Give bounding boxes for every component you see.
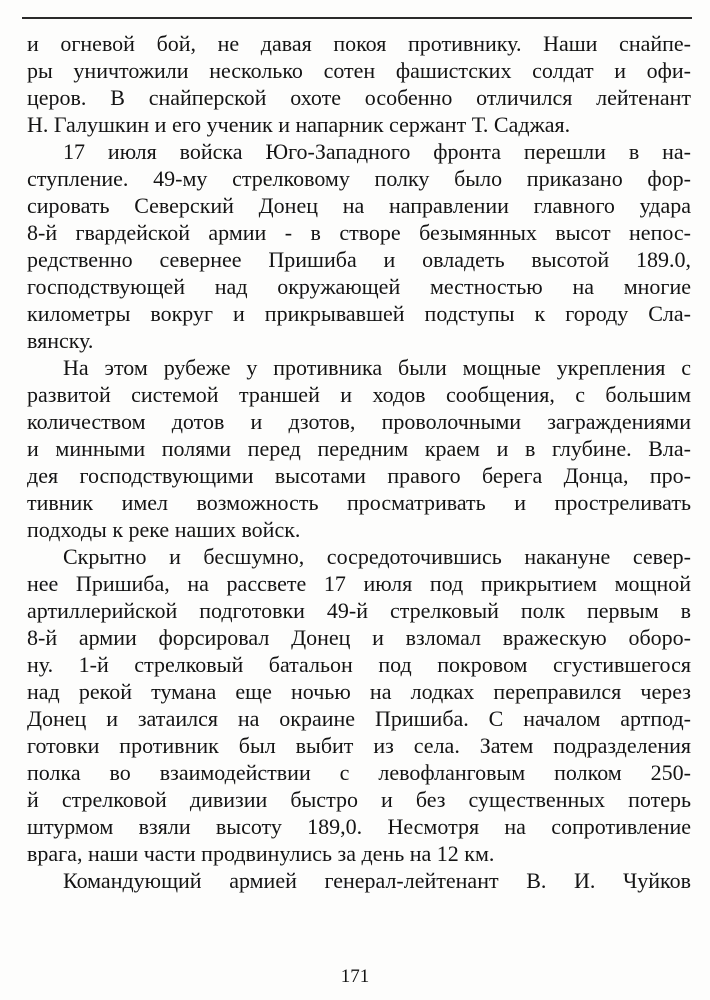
- top-rule: [22, 17, 692, 19]
- text-line: 8-й армии форсировал Донец и взломал вражескую оборо-: [27, 625, 691, 650]
- text-line: дея господствующими высотами правого берега Донца, про-: [27, 463, 691, 488]
- text-line: врага, наши части продвинулись за день на 12 км.: [27, 841, 495, 866]
- text-line: ступление. 49-му стрелковому полку было приказано фор-: [27, 166, 691, 191]
- text-line: ры уничтожили несколько сотен фашистских солдат и офи-: [27, 58, 691, 83]
- text-line: развитой системой траншей и ходов сообщения, с большим: [27, 382, 691, 407]
- text-line: редственно севернее Пришиба и овладеть высотой 189.0,: [27, 247, 691, 272]
- text-line: Н. Галушкин и его ученик и напарник сержант Т. Саджая.: [27, 112, 571, 137]
- text-line: На этом рубеже у противника были мощные укрепления с: [63, 355, 691, 380]
- text-line: Скрытно и бесшумно, сосредоточившись накануне север-: [63, 544, 691, 569]
- text-line: вянску.: [27, 328, 94, 353]
- body-text: [27, 30, 691, 894]
- page-number: 171: [340, 966, 370, 987]
- text-line: 8-й гвардейской армии - в створе безымянных высот непос-: [27, 220, 691, 245]
- text-line: Командующий армией генерал-лейтенант В. И. Чуйков: [63, 868, 691, 893]
- text-line: подходы к реке наших войск.: [27, 517, 301, 542]
- text-line: километры вокруг и прикрывавшей подступы к городу Сла-: [27, 301, 691, 326]
- text-line: и минными полями перед передним краем и в глубине. Вла-: [27, 436, 691, 461]
- text-line: ну. 1-й стрелковый батальон под покровом сгустившегося: [27, 652, 691, 677]
- text-line: господствующей над окружающей местностью на многие: [27, 274, 691, 299]
- text-line: 17 июля войска Юго-Западного фронта перешли в на-: [63, 139, 691, 164]
- text-line: й стрелковой дивизии быстро и без существенных потерь: [27, 787, 691, 812]
- text-line: церов. В снайперской охоте особенно отличился лейтенант: [27, 85, 691, 110]
- text-line: и огневой бой, не давая покоя противнику. Наши снайпе-: [27, 31, 691, 56]
- text-line: артиллерийской подготовки 49-й стрелковый полк первым в: [27, 598, 691, 623]
- text-line: количеством дотов и дзотов, проволочными заграждениями: [27, 409, 691, 434]
- text-line: нее Пришиба, на рассвете 17 июля под прикрытием мощной: [27, 571, 691, 596]
- text-line: тивник имел возможность просматривать и простреливать: [27, 490, 691, 515]
- text-line: штурмом взяли высоту 189,0. Несмотря на сопротивление: [27, 814, 691, 839]
- text-line: полка во взаимодействии с левофланговым полком 250-: [27, 760, 691, 785]
- text-line: Донец и затаился на окраине Пришиба. С началом артпод-: [27, 706, 691, 731]
- text-line: сировать Северский Донец на направлении главного удара: [27, 193, 691, 218]
- text-line: над рекой тумана еще ночью на лодках переправился через: [27, 679, 691, 704]
- text-line: готовки противник был выбит из села. Затем подразделения: [27, 733, 691, 758]
